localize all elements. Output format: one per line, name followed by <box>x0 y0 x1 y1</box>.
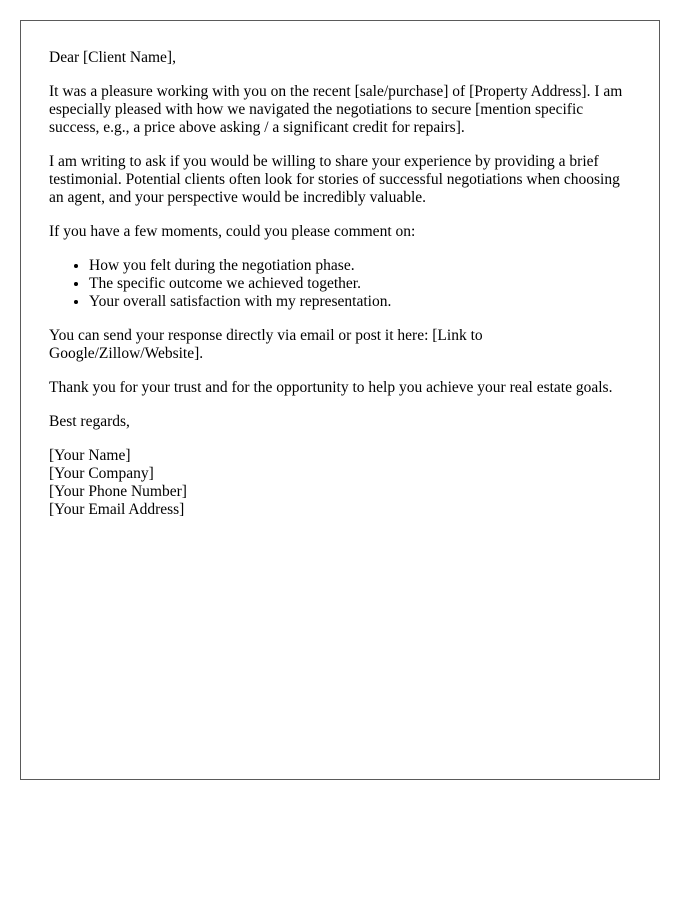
paragraph-response-instructions: You can send your response directly via email or post it here: [Link to Google/Zillow/Website]. <box>49 327 483 362</box>
list-item: • How you felt during the negotiation phase. <box>89 257 631 275</box>
signature-company: [Your Company] <box>49 465 154 482</box>
comment-topics-list <box>49 257 631 311</box>
paragraph-prompt: If you have a few moments, could you please comment on: <box>49 223 416 240</box>
greeting: Dear [Client Name], <box>49 49 176 66</box>
signature-name: [Your Name] <box>49 447 131 464</box>
signature-email: [Your Email Address] <box>49 501 185 518</box>
paragraph-request: I am writing to ask if you would be willing to share your experience by providing a brief testimonial. Potential clients often look for stories of successful negotiations when choosing an agent, and your perspective would be incredibly valuable. <box>49 153 620 206</box>
letter-document <box>20 20 660 780</box>
paragraph-intro: It was a pleasure working with you on the recent [sale/purchase] of [Property Address]. I am especially pleased with how we navigated the negotiations to secure [mention specific success, e.g., a price above asking / a significant credit for repairs]. <box>49 83 623 136</box>
closing: Best regards, <box>49 413 130 430</box>
list-item: • Your overall satisfaction with my representation. <box>89 293 631 311</box>
paragraph-thanks: Thank you for your trust and for the opportunity to help you achieve your real estate goals. <box>49 379 613 396</box>
signature-block <box>49 447 631 519</box>
list-item: • The specific outcome we achieved together. <box>89 275 631 293</box>
signature-phone: [Your Phone Number] <box>49 483 187 500</box>
